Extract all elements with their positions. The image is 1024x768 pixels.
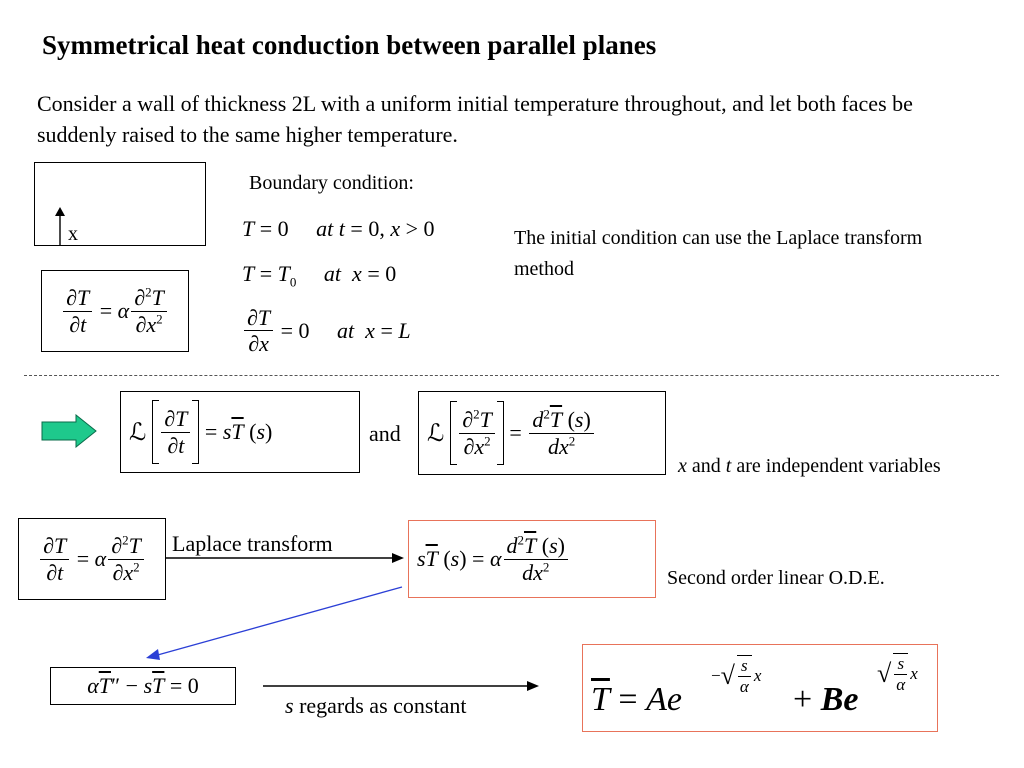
section-divider	[24, 375, 999, 376]
slide-title: Symmetrical heat conduction between parallel planes	[42, 30, 657, 60]
laplace-time-derivative-box: ℒ $\frac{\partial T}{\partial t}$ = $s\overline{T}$ (s)	[120, 391, 360, 473]
heat-equation-box: $\frac{\partial T}{\partial t}$ = α $\frac{\partial^2T}{\partial x^2}$	[41, 270, 189, 352]
laplace-note: The initial condition can use the Laplace transform method	[514, 227, 923, 280]
boundary-heading: Boundary condition:	[249, 172, 414, 194]
connector-arrow	[140, 584, 408, 662]
laplace-transform-label: Laplace transform	[172, 531, 333, 556]
x-axis-label: x	[68, 223, 78, 245]
constant-arrow	[263, 678, 543, 694]
general-solution-box: $\overline{T} = Ae$ − √ $\frac{s}{\alpha}$ x + Be √ $\frac{s}{\alpha}$ x	[582, 644, 938, 732]
boundary-eq-1: T = 0 at t = 0, x > 0	[242, 216, 435, 241]
transformed-ode-box: $s\overline{T}$ (s) = α $\frac{d^2\overline{T} (s)}{dx^2}$	[408, 520, 656, 598]
laplace-arrow	[166, 550, 406, 566]
second-order-label: Second order linear O.D.E.	[667, 567, 885, 589]
intro-paragraph: Consider a wall of thickness 2L with a uniform initial temperature throughout, and let both faces be suddenly raised to the same higher temperature.	[37, 91, 913, 147]
laplace-space-derivative-box: ℒ $\frac{\partial^2T}{\partial x^2}$ = $\frac{d^2\overline{T} (s)}{dx^2}$	[418, 391, 666, 475]
green-block-arrow-icon	[40, 414, 98, 448]
laplace-script-L-icon: ℒ	[129, 419, 147, 446]
s-constant-label: s regards as constant	[285, 693, 467, 718]
and-label: and	[369, 421, 401, 446]
reduced-ode-box: $\alpha\overline{T}'' - s\overline{T} = 0$	[50, 667, 236, 705]
heat-equation-box-2: $\frac{\partial T}{\partial t}$ = α $\frac{\partial^2T}{\partial x^2}$	[18, 518, 166, 600]
boundary-eq-2: $T = T_0$ at x = 0	[242, 261, 397, 290]
laplace-script-L-icon: ℒ	[427, 420, 445, 447]
boundary-eq-3: $\frac{\partial T}{\partial x}$ = 0 at x = L	[242, 305, 411, 357]
independent-variables-note: x and t are independent variables	[678, 455, 941, 477]
wall-diagram	[34, 162, 206, 246]
